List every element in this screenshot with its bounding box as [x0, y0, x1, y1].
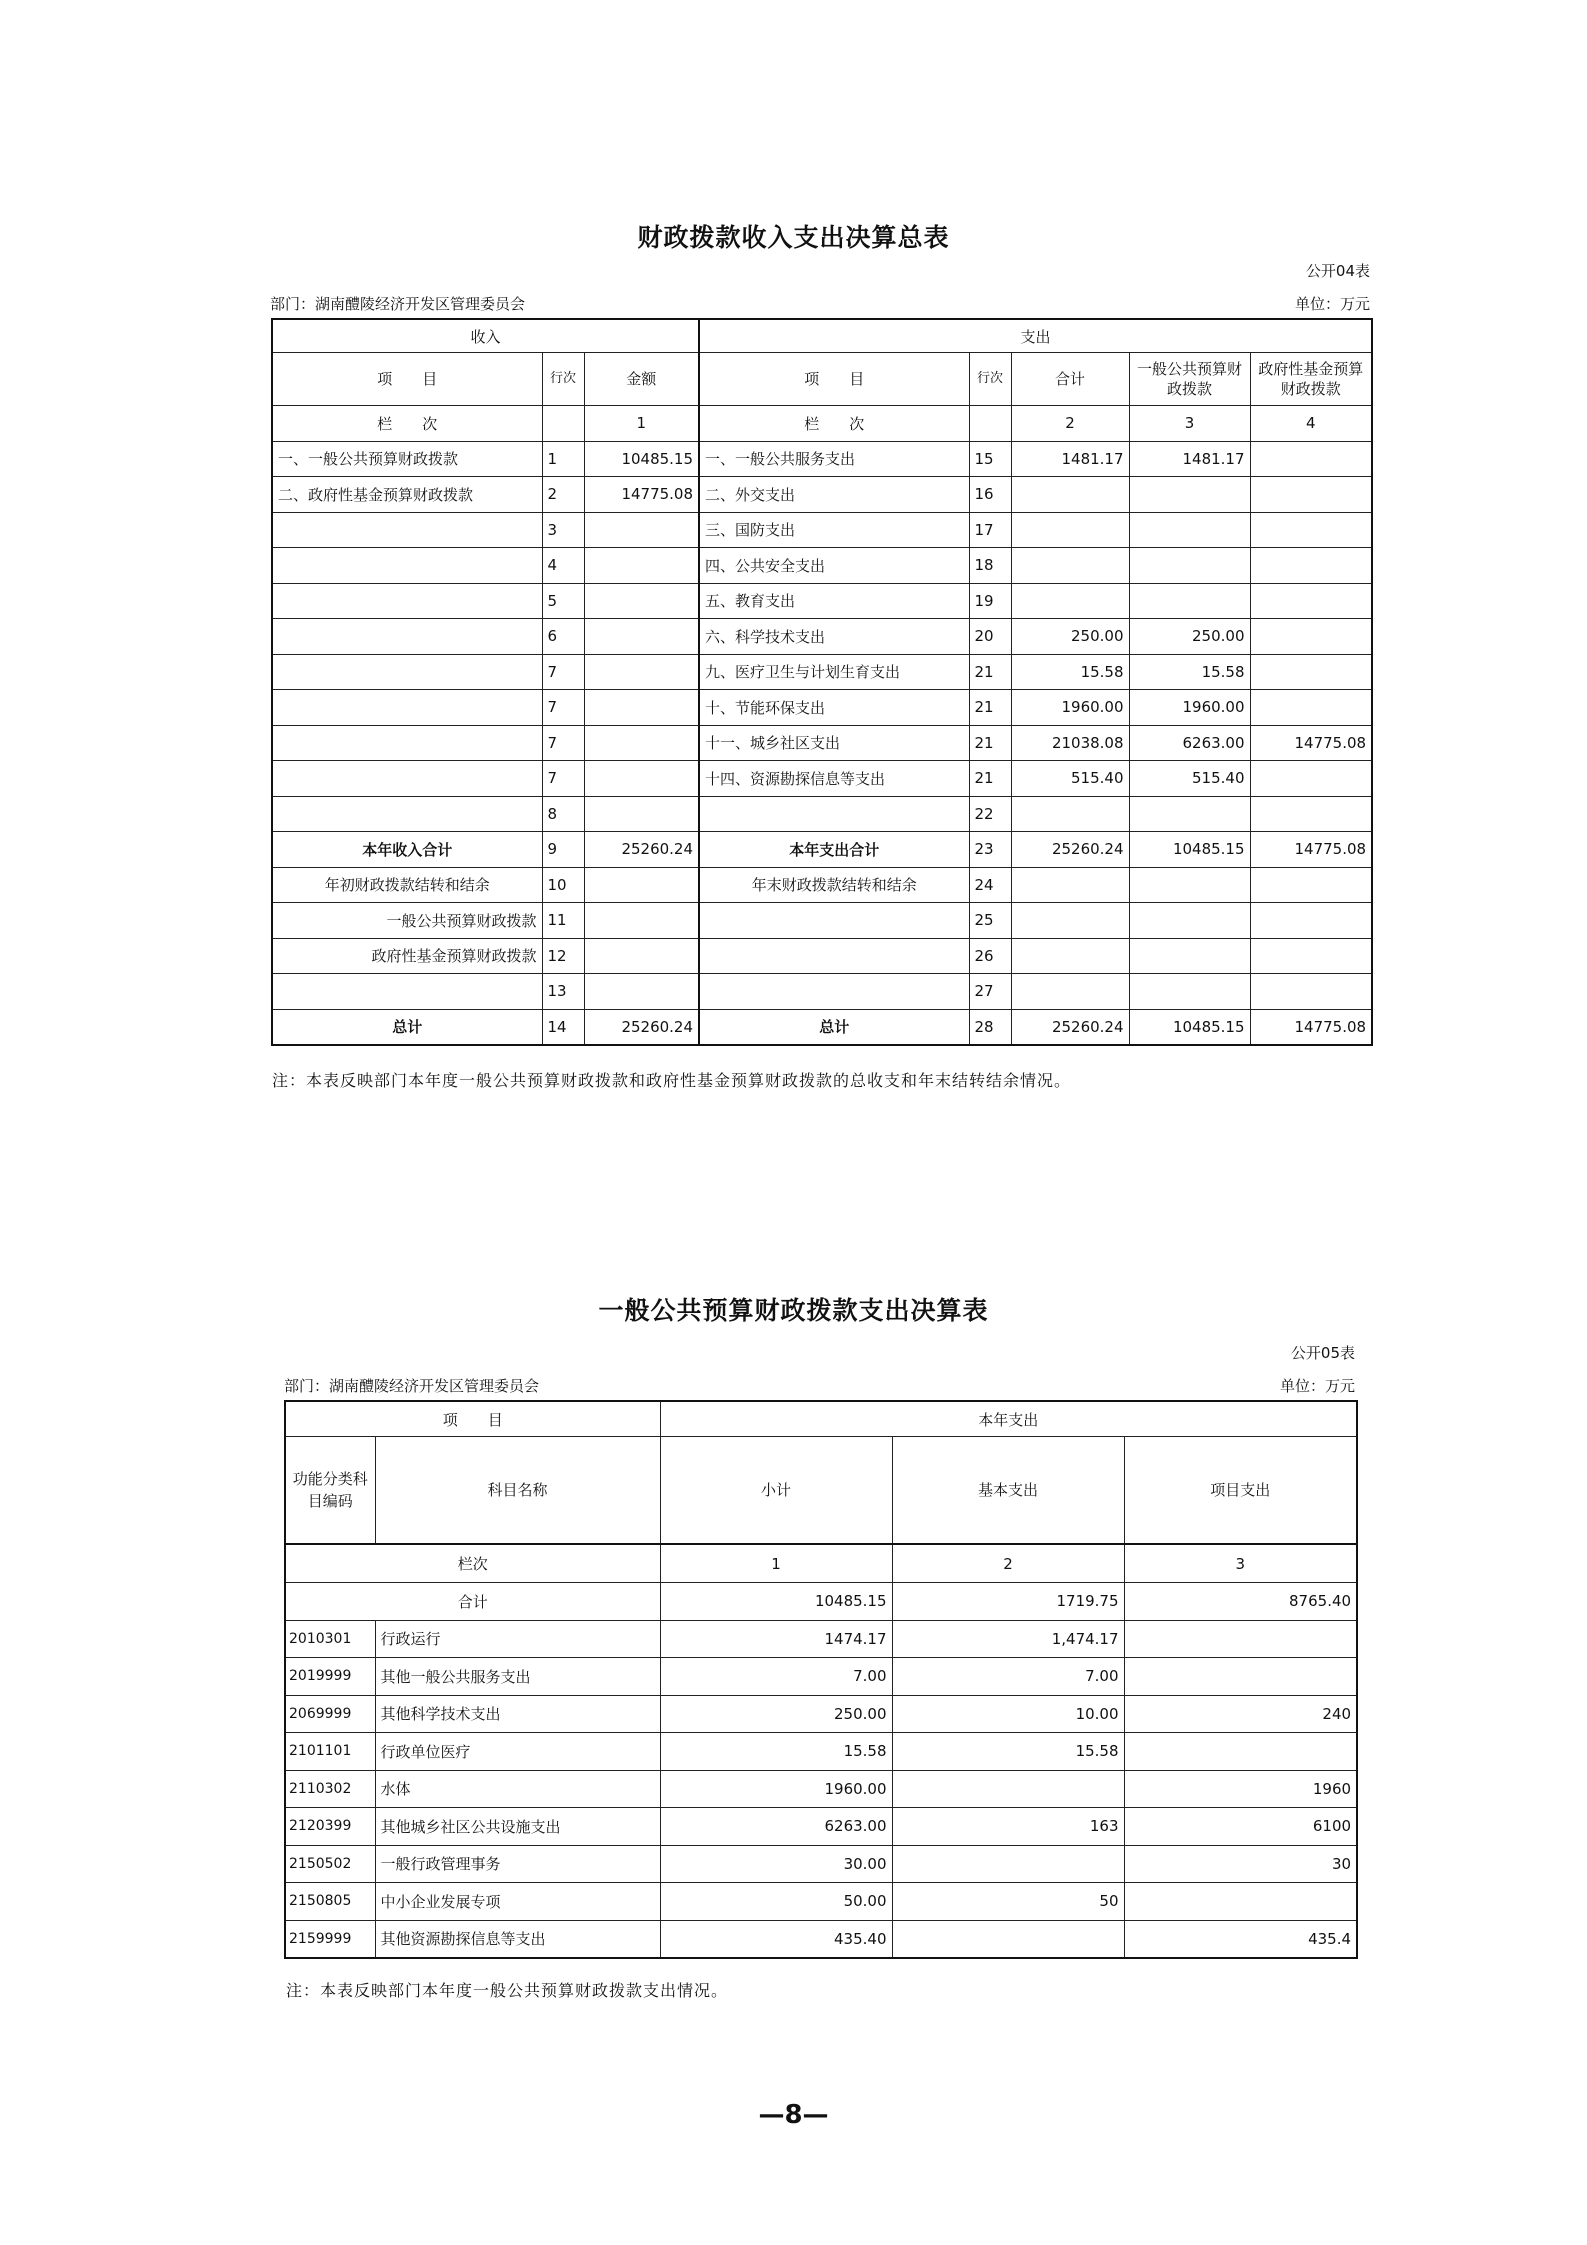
project-header: 项目支出 — [1124, 1437, 1357, 1545]
table-row: 二、政府性基金预算财政拨款 2 14775.08 二、外交支出 16 — [272, 477, 1372, 513]
table-row: 7 十、节能环保支出 21 1960.00 1960.00 — [272, 690, 1372, 726]
table2-unit: 单位：万元 — [1279, 1377, 1355, 1395]
table1-code: 公开04表 — [1305, 262, 1370, 280]
table-row: 一、一般公共预算财政拨款 1 10485.15 一、一般公共服务支出 15 1481.17 1481.17 — [272, 441, 1372, 477]
grand-total-row: 总计 14 25260.24 总计 28 25260.24 10485.15 14775.08 — [272, 1009, 1372, 1045]
table-row: 年初财政拨款结转和结余 10 年末财政拨款结转和结余 24 — [272, 867, 1372, 903]
table-row: 8 22 — [272, 796, 1372, 832]
expense-total-header: 合计 — [1011, 353, 1129, 406]
table-row: 2110302 水体 1960.00 1960 — [285, 1770, 1357, 1808]
income-rowno-header: 行次 — [542, 353, 584, 406]
colnum-label: 栏 次 — [272, 406, 542, 442]
basic-header: 基本支出 — [892, 1437, 1124, 1545]
year-expense-header: 本年支出 — [660, 1401, 1357, 1437]
expense-item-header: 项 目 — [699, 353, 969, 406]
table-row: 政府性基金预算财政拨款 12 26 — [272, 938, 1372, 974]
table2-note: 注：本表反映部门本年度一般公共预算财政拨款支出情况。 — [286, 1981, 729, 2000]
colnum2-1: 1 — [660, 1544, 892, 1583]
income-amount-header: 金额 — [584, 353, 699, 406]
table2-dept: 部门：湖南醴陵经济开发区管理委员会 — [284, 1377, 540, 1395]
table1-dept: 部门：湖南醴陵经济开发区管理委员会 — [270, 295, 526, 313]
subject-name-header: 科目名称 — [375, 1437, 660, 1545]
subtotal-header: 小计 — [660, 1437, 892, 1545]
gov-fund-header: 政府性基金预算财政拨款 — [1250, 353, 1372, 406]
table-row: 2150805 中小企业发展专项 50.00 50 — [285, 1883, 1357, 1921]
table-row: 7 九、医疗卫生与计划生育支出 21 15.58 15.58 — [272, 654, 1372, 690]
table-row: 2159999 其他资源勘探信息等支出 435.40 435.4 — [285, 1920, 1357, 1958]
colnum2-2: 2 — [892, 1544, 1124, 1583]
income-expense-summary-table — [271, 318, 1373, 1046]
year-total-row: 本年收入合计 9 25260.24 本年支出合计 23 25260.24 10485.15 14775.08 — [272, 832, 1372, 868]
colnum2-3: 3 — [1124, 1544, 1357, 1583]
page-number: —8— — [758, 2100, 829, 2130]
table-row: 13 27 — [272, 974, 1372, 1010]
colnum-3: 3 — [1129, 406, 1250, 442]
general-budget-expense-table — [284, 1400, 1358, 1959]
table1-note: 注：本表反映部门本年度一般公共预算财政拨款和政府性基金预算财政拨款的总收支和年末结转结余情况。 — [272, 1071, 1072, 1090]
expense-rowno-header: 行次 — [969, 353, 1011, 406]
colnum-label-expense: 栏 次 — [699, 406, 969, 442]
func-code-header: 功能分类科目编码 — [285, 1437, 375, 1545]
table-row: 一般公共预算财政拨款 11 25 — [272, 903, 1372, 939]
table-row: 6 六、科学技术支出 20 250.00 250.00 — [272, 619, 1372, 655]
table-row: 3 三、国防支出 17 — [272, 512, 1372, 548]
item-header: 项 目 — [285, 1401, 660, 1437]
income-item-header: 项 目 — [272, 353, 542, 406]
table-row: 2101101 行政单位医疗 15.58 15.58 — [285, 1733, 1357, 1771]
table1-title: 财政拨款收入支出决算总表 — [637, 223, 950, 252]
table-row: 7 十四、资源勘探信息等支出 21 515.40 515.40 — [272, 761, 1372, 797]
table-row: 4 四、公共安全支出 18 — [272, 548, 1372, 584]
colnum-4: 4 — [1250, 406, 1372, 442]
table2-code: 公开05表 — [1290, 1344, 1355, 1362]
colnum-1: 1 — [584, 406, 699, 442]
total-row: 合计 10485.15 1719.75 8765.40 — [285, 1583, 1357, 1621]
colnum-label2: 栏次 — [285, 1544, 660, 1583]
table-row: 5 五、教育支出 19 — [272, 583, 1372, 619]
general-budget-header: 一般公共预算财政拨款 — [1129, 353, 1250, 406]
table-row: 7 十一、城乡社区支出 21 21038.08 6263.00 14775.08 — [272, 725, 1372, 761]
table2-title: 一般公共预算财政拨款支出决算表 — [598, 1296, 989, 1325]
table-row: 2019999 其他一般公共服务支出 7.00 7.00 — [285, 1658, 1357, 1696]
expense-header: 支出 — [699, 319, 1372, 353]
table1-unit: 单位：万元 — [1294, 295, 1370, 313]
income-header: 收入 — [272, 319, 699, 353]
table-row: 2150502 一般行政管理事务 30.00 30 — [285, 1845, 1357, 1883]
table-row: 2069999 其他科学技术支出 250.00 10.00 240 — [285, 1695, 1357, 1733]
table-row: 2010301 行政运行 1474.17 1,474.17 — [285, 1620, 1357, 1658]
table-row: 2120399 其他城乡社区公共设施支出 6263.00 163 6100 — [285, 1808, 1357, 1846]
colnum-2: 2 — [1011, 406, 1129, 442]
